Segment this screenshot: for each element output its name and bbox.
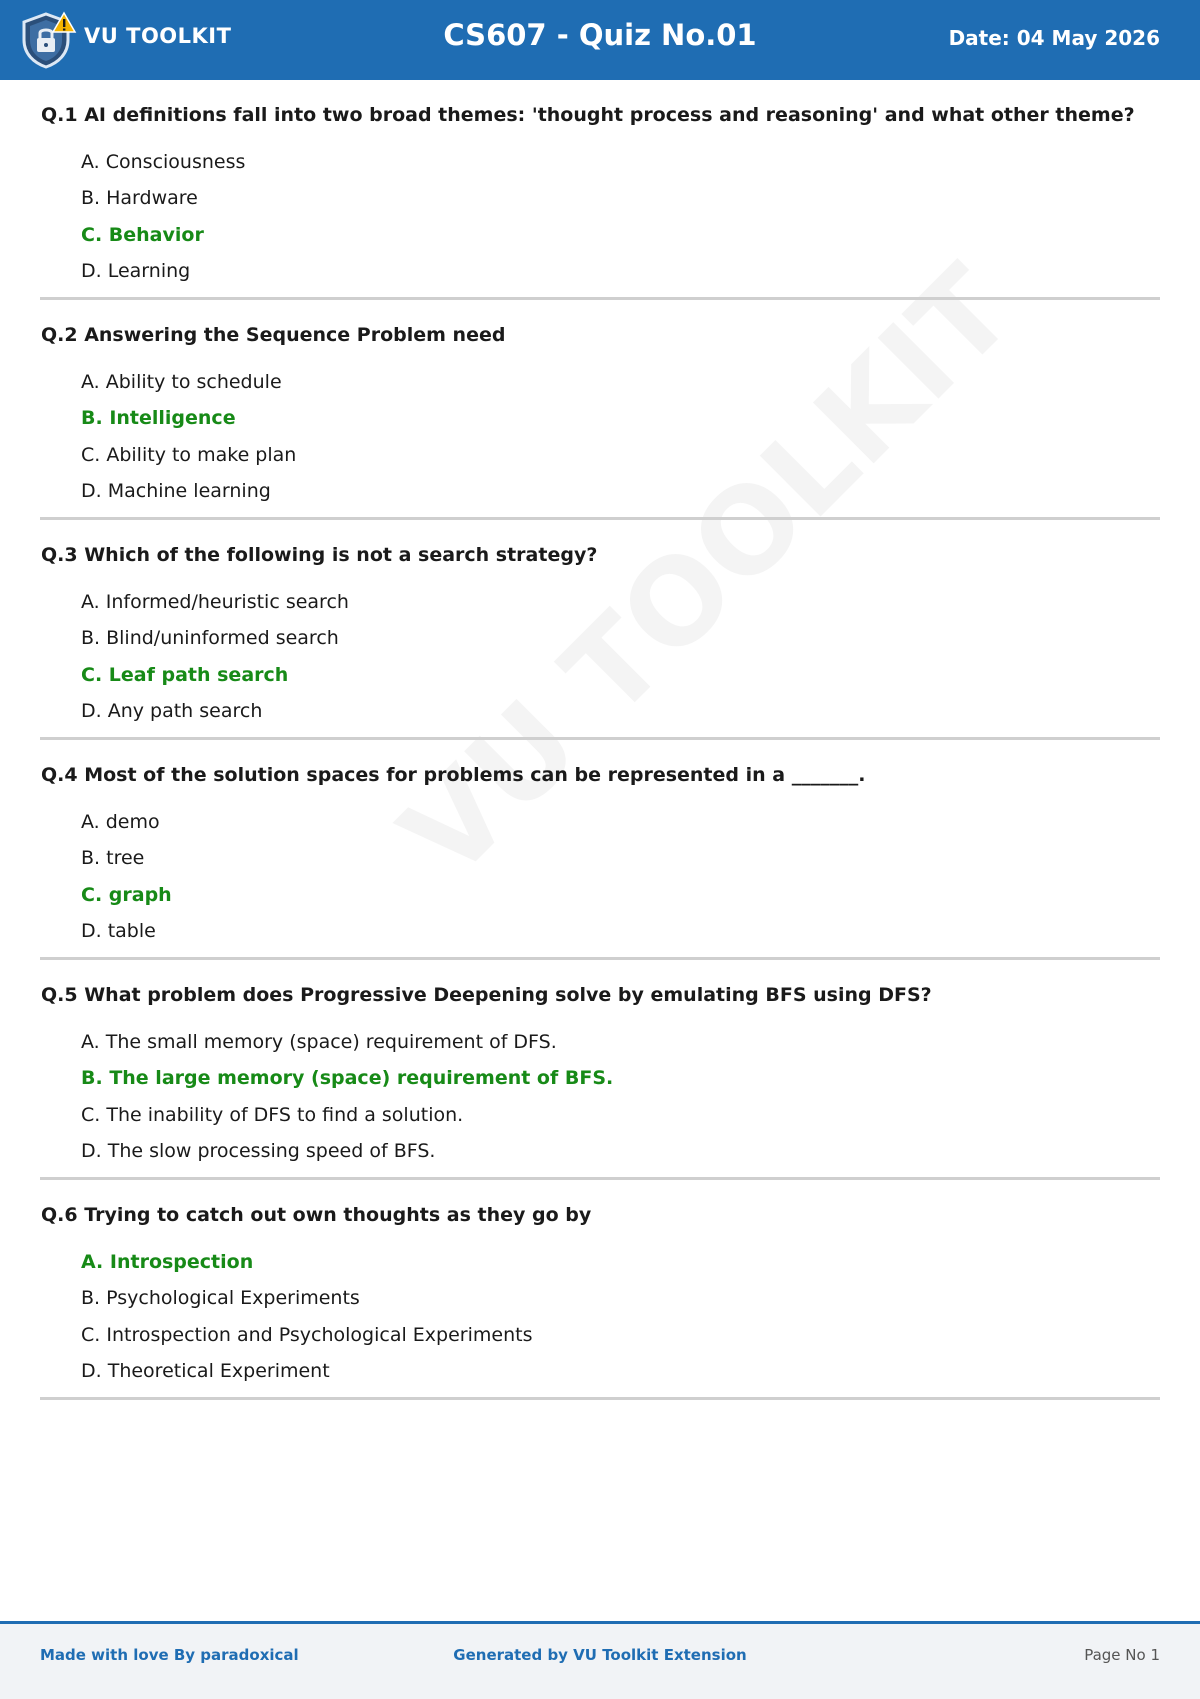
question-text: Q.4 Most of the solution spaces for problems can be represented in a _______. — [41, 764, 866, 786]
questions-list — [40, 80, 1160, 1400]
options-list — [81, 810, 172, 956]
question-block-1 — [40, 80, 1160, 300]
footer-generator: Generated by VU Toolkit Extension — [453, 1646, 747, 1664]
correct-option: C. Leaf path search — [81, 663, 289, 686]
options-list — [81, 1030, 613, 1176]
option: B. Psychological Experiments — [81, 1287, 360, 1310]
option: D. table — [81, 920, 156, 943]
options-list — [81, 370, 296, 516]
option: A. Consciousness — [81, 151, 246, 173]
page-footer — [0, 1621, 1200, 1699]
correct-option: C. graph — [81, 883, 172, 906]
options-list — [81, 150, 245, 296]
option: D. Any path search — [81, 700, 263, 723]
brand-name: VU TOOLKIT — [84, 24, 232, 48]
option: C. The inability of DFS to find a solution. — [81, 1103, 464, 1126]
option: C. Ability to make plan — [81, 443, 297, 466]
option: A. Informed/heuristic search — [81, 591, 349, 613]
question-text: Q.2 Answering the Sequence Problem need — [41, 324, 506, 346]
page-header — [0, 0, 1200, 80]
option: D. The slow processing speed of BFS. — [81, 1140, 436, 1163]
option: A. Ability to schedule — [81, 371, 282, 393]
quiz-date: Date: 04 May 2026 — [948, 26, 1160, 50]
option: C. Introspection and Psychological Experiments — [81, 1323, 533, 1346]
question-block-5 — [40, 960, 1160, 1180]
question-text: Q.5 What problem does Progressive Deepening solve by emulating BFS using DFS? — [41, 984, 932, 1006]
option: D. Theoretical Experiment — [81, 1360, 330, 1383]
question-text: Q.3 Which of the following is not a search strategy? — [41, 544, 598, 566]
footer-credit: Made with love By paradoxical — [40, 1646, 299, 1664]
page-title: CS607 - Quiz No.01 — [443, 18, 757, 52]
correct-option: B. The large memory (space) requirement of BFS. — [81, 1067, 614, 1090]
options-list — [81, 1250, 532, 1396]
option: D. Machine learning — [81, 480, 271, 503]
option: B. tree — [81, 847, 145, 870]
correct-option: A. Introspection — [81, 1251, 254, 1273]
question-block-2 — [40, 300, 1160, 520]
options-list — [81, 590, 349, 736]
question-block-4 — [40, 740, 1160, 960]
page-number: Page No 1 — [1084, 1646, 1160, 1664]
question-block-3 — [40, 520, 1160, 740]
option: A. The small memory (space) requirement of DFS. — [81, 1031, 557, 1053]
question-text: Q.6 Trying to catch out own thoughts as they go by — [41, 1204, 592, 1226]
option: D. Learning — [81, 260, 191, 283]
correct-option: C. Behavior — [81, 223, 204, 246]
question-text: Q.1 AI definitions fall into two broad themes: 'thought process and reasoning' and what other theme? — [41, 104, 1135, 126]
option: A. demo — [81, 811, 160, 833]
option: B. Hardware — [81, 187, 198, 210]
correct-option: B. Intelligence — [81, 407, 236, 430]
option: B. Blind/uninformed search — [81, 627, 339, 650]
question-block-6 — [40, 1180, 1160, 1400]
